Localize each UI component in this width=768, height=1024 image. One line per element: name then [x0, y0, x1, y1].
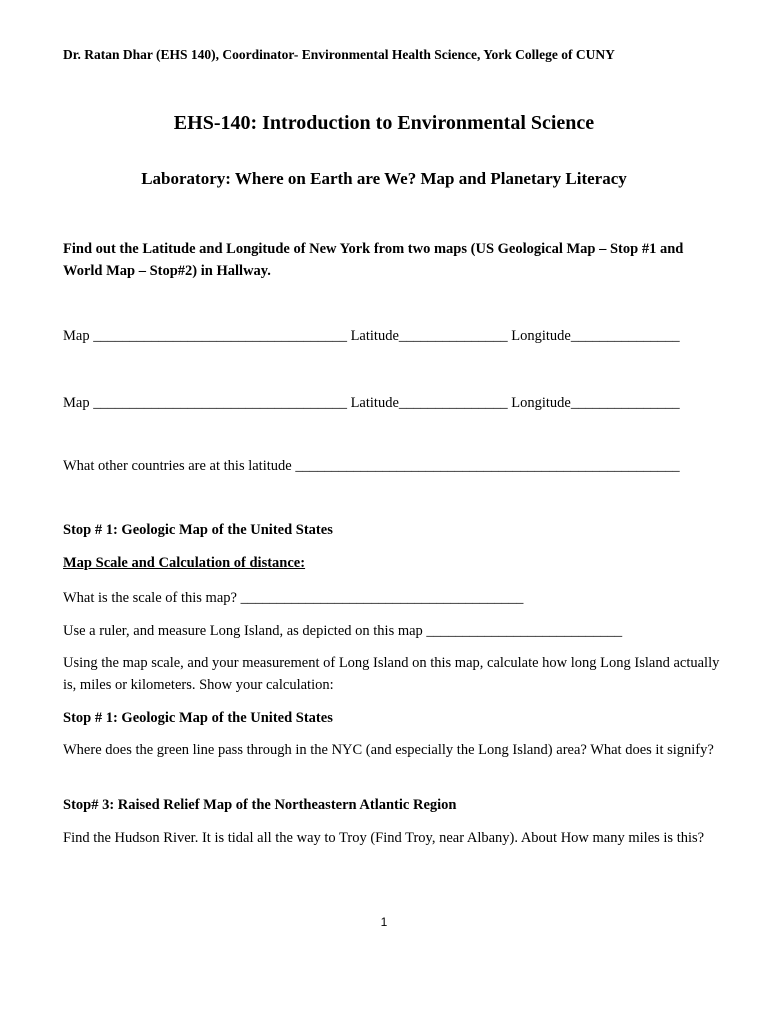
green-line-question: Where does the green line pass through in the NYC (and especially the Long Island) area? What does it signify? [63, 742, 714, 758]
countries-question: What other countries are at this latitude _____________________________________________________ [63, 458, 680, 474]
page-title: EHS-140: Introduction to Environmental Science [173, 112, 595, 134]
map-row-1: Map ___________________________________ Latitude_______________ Longitude_______________ [63, 328, 680, 344]
ruler-question: Use a ruler, and measure Long Island, as depicted on this map ___________________________ [63, 623, 623, 639]
scale-question: What is the scale of this map? _______________________________________ [63, 590, 524, 606]
lab-subtitle: Laboratory: Where on Earth are We? Map and Planetary Literacy [141, 169, 627, 188]
calculation-question: Using the map scale, and your measurement of Long Island on this map, calculate how long Long Island actually is, miles or kilometers. Show your calculation: [63, 655, 720, 693]
scale-heading: Map Scale and Calculation of distance: [63, 555, 306, 571]
stop1-heading: Stop # 1: Geologic Map of the United States [63, 522, 333, 538]
stop1-heading-repeat: Stop # 1: Geologic Map of the United States [63, 710, 333, 726]
stop3-heading: Stop# 3: Raised Relief Map of the Northeastern Atlantic Region [63, 797, 457, 813]
page-number: 1 [380, 915, 388, 929]
map-row-2: Map ___________________________________ Latitude_______________ Longitude_______________ [63, 395, 680, 411]
hudson-question: Find the Hudson River. It is tidal all the way to Troy (Find Troy, near Albany). About How many miles is this? [63, 830, 705, 846]
intro-instruction: Find out the Latitude and Longitude of New York from two maps (US Geological Map – Stop #1 and World Map – Stop#2) in Hallway. [63, 241, 684, 279]
document-header: Dr. Ratan Dhar (EHS 140), Coordinator- Environmental Health Science, York College of CUNY [63, 47, 615, 62]
